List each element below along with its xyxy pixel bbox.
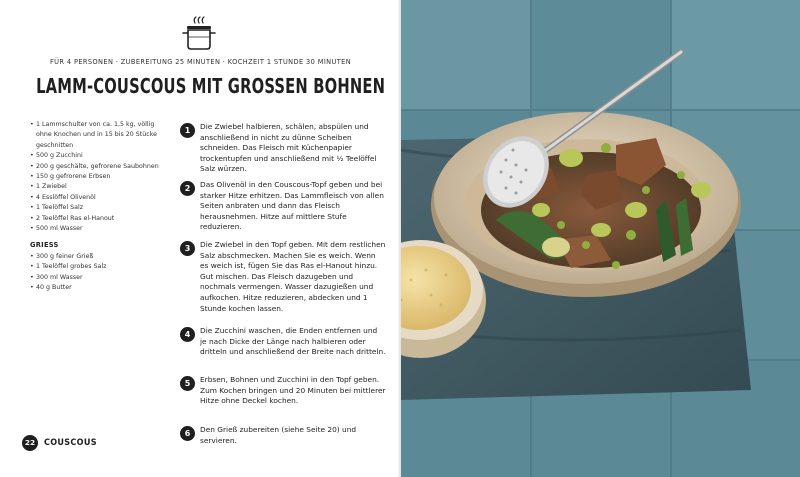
step-text: Das Olivenöl in den Couscous-Topf geben und bei starker Hitze erhitzen. Das Lammfleisch von allen Seiten anbraten und dann das Fleisch herausnehmen. Hitze auf mittlere Stufe reduzieren. [200, 180, 384, 232]
ingredient-item: • 40 g Butter [30, 283, 165, 293]
ingredient-item: • 150 g gefrorene Erbsen [30, 172, 165, 182]
step-text: Erbsen, Bohnen und Zucchini in den Topf geben. Zum Kochen bringen und 20 Minuten bei mittlerer Hitze ohne Deckel kochen. [200, 375, 386, 406]
ingredient-item: • 1 Teelöffel Salz [30, 203, 165, 213]
ingredient-item: • 4 Esslöffel Olivenöl [30, 193, 165, 203]
ingredient-item: • 500 g Zucchini [30, 151, 165, 161]
food-photo [401, 0, 800, 477]
step-text: Die Zwiebel in den Topf geben. Mit dem restlichen Salz abschmecken. Machen Sie es weich. Wenn es weich ist, fügen Sie das Ras el-Hanout hinzu. Gut mischen. Das Fleisch dazugeben und nochmals vermengen. Wasser dazugießen und aufkochen. Hitze reduzieren, abdecken und 1 Stunde kochen lassen. [200, 240, 386, 313]
ingredient-item: • 1 Zwiebel [30, 182, 165, 192]
couscous-dish-image [401, 0, 800, 477]
cooking-pot-icon [180, 16, 218, 52]
ingredient-item: • 300 g feiner Grieß [30, 252, 165, 262]
ingredients-list [30, 120, 165, 294]
step-number: 1 [180, 123, 195, 138]
step-text: Die Zwiebel halbieren, schälen, abspülen und anschließend in nicht zu dünne Scheiben schneiden. Das Fleisch mit Küchenpapier trockentupfen und anschließend mit ½ Teelöffel Salz würzen. [200, 122, 377, 174]
step-number: 6 [180, 426, 195, 441]
recipe-title: LAMM-COUSCOUS MIT GROSSEN BOHNEN [36, 74, 386, 98]
ingredient-item: • 1 Lammschulter von ca. 1,5 kg, völlig ohne Knochen und in 15 bis 20 Stücke geschnitten [30, 120, 165, 151]
step-number: 4 [180, 327, 195, 342]
step-number: 3 [180, 241, 195, 256]
ingredient-item: • 200 g geschälte, gefrorene Saubohnen [30, 162, 165, 172]
page-footer [22, 435, 97, 451]
ingredient-item: • 1 Teelöffel grobes Salz [30, 262, 165, 272]
page-number: 22 [22, 435, 38, 451]
ingredient-item: • 500 ml Wasser [30, 224, 165, 234]
step-number: 2 [180, 181, 195, 196]
recipe-meta: FÜR 4 PERSONEN · ZUBEREITUNG 25 MINUTEN · KOCHZEIT 1 STUNDE 30 MINUTEN [49, 58, 352, 66]
ingredient-item: • 2 Teelöffel Ras el-Hanout [30, 214, 165, 224]
step-text: Den Grieß zubereiten (siehe Seite 20) und servieren. [200, 425, 357, 445]
chapter-title: COUSCOUS [44, 438, 97, 448]
step-number: 5 [180, 376, 195, 391]
step-text: Die Zucchini waschen, die Enden entfernen und je nach Dicke der Länge nach halbieren oder dritteln und anschließend der Breite nach dritteln. [200, 326, 386, 357]
griess-heading: GRIESS [30, 240, 59, 250]
ingredient-item: • 300 ml Wasser [30, 273, 165, 283]
